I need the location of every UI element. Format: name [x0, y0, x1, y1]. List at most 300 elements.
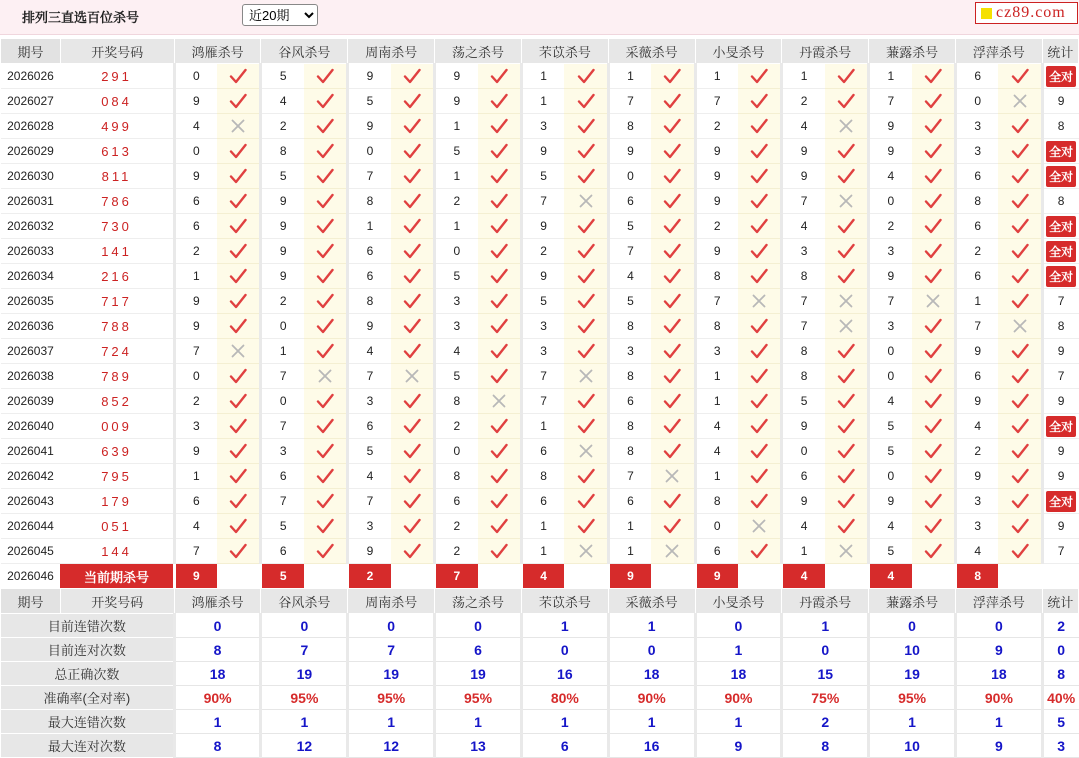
col-header-stats: 统计 [1042, 589, 1078, 614]
check-icon [577, 118, 595, 134]
row-stat: 9 [1042, 439, 1078, 464]
kill-number: 1 [174, 464, 217, 489]
kill-result [738, 314, 782, 339]
check-icon [663, 168, 681, 184]
all-right-badge: 全对 [1046, 141, 1076, 162]
check-icon [1011, 118, 1029, 134]
table-row [1, 139, 1079, 164]
col-header-predictor: 荡之杀号 [435, 589, 522, 614]
check-icon [490, 93, 508, 109]
kill-number: 3 [955, 114, 998, 139]
current-kill-blank [391, 564, 435, 589]
stat-value: 0 [521, 638, 608, 662]
kill-number: 7 [261, 364, 304, 389]
check-icon [1011, 218, 1029, 234]
check-icon [750, 368, 768, 384]
table-row [1, 514, 1079, 539]
kill-result [651, 114, 695, 139]
kill-result [391, 514, 435, 539]
kill-number: 9 [695, 239, 738, 264]
stat-value: 10 [869, 638, 956, 662]
current-kill-blank [825, 564, 869, 589]
stat-value: 19 [348, 662, 435, 686]
kill-result [217, 64, 261, 89]
check-icon [924, 68, 942, 84]
check-icon [663, 318, 681, 334]
draw-number: 730 [60, 214, 174, 239]
col-header-predictor: 浮萍杀号 [955, 589, 1042, 614]
check-icon [229, 393, 247, 409]
check-icon [490, 218, 508, 234]
check-icon [403, 68, 421, 84]
stat-value: 6 [521, 734, 608, 758]
kill-result [478, 139, 522, 164]
stat-value: 16 [608, 734, 695, 758]
kill-number: 6 [695, 539, 738, 564]
row-stat [1042, 489, 1078, 514]
kill-number: 4 [869, 514, 912, 539]
col-header-predictor: 小旻杀号 [695, 39, 782, 64]
kill-number: 0 [435, 439, 478, 464]
current-kill-blank [217, 564, 261, 589]
stat-value: 95% [435, 686, 522, 710]
kill-number: 6 [348, 264, 391, 289]
check-icon [837, 393, 855, 409]
kill-result [912, 189, 956, 214]
check-icon [490, 118, 508, 134]
row-stat: 9 [1042, 514, 1078, 539]
check-icon [750, 143, 768, 159]
kill-result [217, 139, 261, 164]
check-icon [750, 68, 768, 84]
draw-number: 811 [60, 164, 174, 189]
kill-number: 0 [869, 189, 912, 214]
kill-result [564, 339, 608, 364]
kill-result [564, 139, 608, 164]
kill-number: 0 [174, 364, 217, 389]
kill-number: 9 [174, 439, 217, 464]
issue-number: 2026032 [1, 214, 61, 239]
check-icon [229, 93, 247, 109]
kill-result [391, 114, 435, 139]
check-icon [1011, 143, 1029, 159]
kill-number: 3 [869, 314, 912, 339]
check-icon [750, 118, 768, 134]
check-icon [490, 343, 508, 359]
kill-number: 2 [174, 239, 217, 264]
kill-number: 0 [174, 139, 217, 164]
kill-number: 3 [174, 414, 217, 439]
kill-result [998, 139, 1042, 164]
check-icon [1011, 268, 1029, 284]
kill-number: 9 [261, 264, 304, 289]
check-icon [837, 368, 855, 384]
kill-number: 6 [174, 189, 217, 214]
table-row [1, 89, 1079, 114]
kill-result [825, 214, 869, 239]
check-icon [837, 143, 855, 159]
stat-value: 1 [608, 710, 695, 734]
table-row [1, 464, 1079, 489]
issue-number: 2026029 [1, 139, 61, 164]
col-header-predictor: 采薇杀号 [608, 39, 695, 64]
stat-value: 1 [348, 710, 435, 734]
kill-number: 6 [608, 389, 651, 414]
cross-icon [404, 368, 420, 384]
current-issue-number: 2026046 [1, 564, 61, 589]
draw-number: 009 [60, 414, 174, 439]
kill-number: 9 [174, 314, 217, 339]
draw-number: 717 [60, 289, 174, 314]
current-kill-blank [651, 564, 695, 589]
all-right-badge: 全对 [1046, 416, 1076, 437]
kill-number: 7 [869, 289, 912, 314]
kill-result [998, 189, 1042, 214]
kill-number: 6 [261, 464, 304, 489]
check-icon [403, 343, 421, 359]
kill-number: 9 [955, 339, 998, 364]
check-icon [229, 418, 247, 434]
stat-value: 2 [782, 710, 869, 734]
check-icon [229, 468, 247, 484]
issue-number: 2026041 [1, 439, 61, 464]
all-right-badge: 全对 [1046, 66, 1076, 87]
issue-number: 2026039 [1, 389, 61, 414]
check-icon [1011, 68, 1029, 84]
stat-value: 1 [521, 614, 608, 638]
cross-icon [578, 193, 594, 209]
check-icon [490, 293, 508, 309]
kill-result [825, 489, 869, 514]
kill-result [912, 289, 956, 314]
kill-number: 2 [869, 214, 912, 239]
stat-value: 1 [174, 710, 261, 734]
kill-number: 5 [608, 214, 651, 239]
check-icon [1011, 368, 1029, 384]
kill-result [912, 539, 956, 564]
kill-result [651, 164, 695, 189]
stat-value: 9 [955, 734, 1042, 758]
draw-number: 613 [60, 139, 174, 164]
kill-number: 3 [782, 239, 825, 264]
check-icon [403, 168, 421, 184]
kill-number: 9 [869, 114, 912, 139]
kill-number: 7 [782, 314, 825, 339]
check-icon [316, 118, 334, 134]
check-icon [750, 418, 768, 434]
kill-result [651, 64, 695, 89]
check-icon [750, 268, 768, 284]
kill-number: 9 [782, 489, 825, 514]
current-kill-number: 7 [435, 564, 478, 589]
kill-result [391, 89, 435, 114]
kill-number: 6 [348, 414, 391, 439]
kill-number: 9 [174, 89, 217, 114]
table-row [1, 189, 1079, 214]
kill-number: 8 [608, 439, 651, 464]
kill-number: 9 [695, 139, 738, 164]
stat-value: 95% [348, 686, 435, 710]
kill-number: 0 [869, 364, 912, 389]
issue-number: 2026042 [1, 464, 61, 489]
issue-number: 2026045 [1, 539, 61, 564]
stat-value: 18 [695, 662, 782, 686]
stat-row [1, 686, 1079, 710]
kill-result [391, 464, 435, 489]
kill-number: 0 [261, 314, 304, 339]
check-icon [663, 343, 681, 359]
kill-result [651, 414, 695, 439]
kill-number: 9 [869, 489, 912, 514]
stat-value: 90% [955, 686, 1042, 710]
kill-number: 5 [348, 89, 391, 114]
kill-number: 1 [521, 539, 564, 564]
kill-result [304, 464, 348, 489]
kill-result [998, 464, 1042, 489]
logo-square-icon [981, 8, 992, 19]
check-icon [663, 293, 681, 309]
kill-number: 4 [782, 114, 825, 139]
stat-value: 1 [869, 710, 956, 734]
kill-number: 4 [348, 339, 391, 364]
check-icon [663, 493, 681, 509]
issue-number: 2026031 [1, 189, 61, 214]
check-icon [229, 518, 247, 534]
kill-result [998, 289, 1042, 314]
row-stat [1042, 264, 1078, 289]
kill-result [478, 214, 522, 239]
kill-number: 2 [955, 439, 998, 464]
cross-icon [578, 368, 594, 384]
kill-number: 3 [435, 289, 478, 314]
kill-result [478, 239, 522, 264]
check-icon [924, 268, 942, 284]
kill-number: 4 [261, 89, 304, 114]
kill-number: 6 [608, 489, 651, 514]
kill-result [564, 314, 608, 339]
kill-number: 7 [782, 289, 825, 314]
kill-result [304, 64, 348, 89]
stat-value: 1 [955, 710, 1042, 734]
row-stat: 7 [1042, 289, 1078, 314]
stat-value: 0 [608, 638, 695, 662]
check-icon [490, 193, 508, 209]
current-kill-number: 9 [608, 564, 651, 589]
kill-result [825, 389, 869, 414]
check-icon [403, 93, 421, 109]
kill-result [651, 314, 695, 339]
kill-result [912, 89, 956, 114]
check-icon [229, 193, 247, 209]
cross-icon [664, 543, 680, 559]
kill-number: 1 [608, 64, 651, 89]
check-icon [577, 468, 595, 484]
kill-result [391, 489, 435, 514]
kill-number: 8 [695, 489, 738, 514]
check-icon [750, 168, 768, 184]
kill-result [825, 64, 869, 89]
kill-result [391, 339, 435, 364]
kill-result [217, 189, 261, 214]
check-icon [577, 243, 595, 259]
stat-value: 6 [435, 638, 522, 662]
table-row [1, 239, 1079, 264]
check-icon [490, 168, 508, 184]
stat-value: 1 [782, 614, 869, 638]
kill-number: 6 [174, 489, 217, 514]
kill-result [304, 414, 348, 439]
col-header-predictor: 采薇杀号 [608, 589, 695, 614]
stat-value: 19 [261, 662, 348, 686]
kill-result [825, 414, 869, 439]
kill-result [651, 464, 695, 489]
kill-result [912, 364, 956, 389]
kill-result [912, 164, 956, 189]
check-icon [316, 318, 334, 334]
kill-result [564, 539, 608, 564]
kill-result [217, 214, 261, 239]
kill-number: 9 [782, 414, 825, 439]
site-logo[interactable] [975, 2, 1078, 24]
kill-number: 7 [521, 189, 564, 214]
check-icon [924, 318, 942, 334]
kill-result [304, 314, 348, 339]
stat-value: 95% [869, 686, 956, 710]
kill-result [998, 539, 1042, 564]
cross-icon [664, 468, 680, 484]
kill-number: 0 [435, 239, 478, 264]
kill-number: 3 [955, 139, 998, 164]
kill-number: 1 [608, 514, 651, 539]
stat-value: 1 [521, 710, 608, 734]
kill-result [825, 189, 869, 214]
all-right-badge: 全对 [1046, 241, 1076, 262]
check-icon [663, 143, 681, 159]
kill-result [912, 214, 956, 239]
kill-result [998, 89, 1042, 114]
kill-result [391, 414, 435, 439]
kill-number: 9 [348, 314, 391, 339]
kill-number: 3 [435, 314, 478, 339]
kill-result [564, 64, 608, 89]
kill-number: 3 [348, 389, 391, 414]
kill-result [478, 439, 522, 464]
check-icon [490, 68, 508, 84]
kill-result [998, 489, 1042, 514]
check-icon [924, 193, 942, 209]
stat-row [1, 638, 1079, 662]
check-icon [750, 443, 768, 459]
kill-result [391, 389, 435, 414]
stat-value: 12 [348, 734, 435, 758]
kill-result [564, 414, 608, 439]
period-select[interactable] [242, 4, 318, 26]
kill-result [217, 464, 261, 489]
kill-result [825, 139, 869, 164]
check-icon [750, 393, 768, 409]
check-icon [924, 343, 942, 359]
col-header-draw: 开奖号码 [60, 39, 174, 64]
check-icon [924, 393, 942, 409]
check-icon [1011, 193, 1029, 209]
kill-result [217, 364, 261, 389]
table-row [1, 289, 1079, 314]
col-header-predictor: 芣苡杀号 [521, 39, 608, 64]
stat-label: 最大连对次数 [1, 734, 175, 758]
check-icon [316, 393, 334, 409]
kill-result [825, 539, 869, 564]
row-stat: 9 [1042, 339, 1078, 364]
kill-result [998, 164, 1042, 189]
kill-result [217, 239, 261, 264]
kill-number: 1 [695, 389, 738, 414]
issue-number: 2026040 [1, 414, 61, 439]
check-icon [316, 218, 334, 234]
kill-number: 6 [955, 164, 998, 189]
kill-result [391, 289, 435, 314]
check-icon [490, 418, 508, 434]
stat-value: 19 [435, 662, 522, 686]
col-header-stats: 统计 [1042, 39, 1078, 64]
kill-result [564, 164, 608, 189]
stat-value: 10 [869, 734, 956, 758]
row-stat [1042, 164, 1078, 189]
check-icon [750, 193, 768, 209]
check-icon [403, 293, 421, 309]
kill-number: 9 [869, 139, 912, 164]
kill-number: 7 [695, 89, 738, 114]
kill-result [912, 64, 956, 89]
kill-number: 2 [695, 114, 738, 139]
kill-number: 5 [435, 364, 478, 389]
all-right-badge: 全对 [1046, 166, 1076, 187]
check-icon [403, 218, 421, 234]
kill-number: 0 [869, 339, 912, 364]
stat-value: 15 [782, 662, 869, 686]
check-icon [837, 443, 855, 459]
kill-number: 6 [348, 239, 391, 264]
check-icon [837, 418, 855, 434]
check-icon [316, 193, 334, 209]
kill-result [912, 339, 956, 364]
all-right-badge: 全对 [1046, 491, 1076, 512]
check-icon [403, 118, 421, 134]
kill-number: 8 [782, 364, 825, 389]
kill-number: 9 [261, 239, 304, 264]
kill-result [304, 89, 348, 114]
check-icon [837, 518, 855, 534]
kill-result [651, 364, 695, 389]
kill-number: 5 [869, 439, 912, 464]
cross-icon [1012, 93, 1028, 109]
kill-result [738, 464, 782, 489]
kill-number: 2 [955, 239, 998, 264]
kill-result [738, 89, 782, 114]
kill-result [738, 139, 782, 164]
kill-number: 7 [608, 239, 651, 264]
check-icon [316, 418, 334, 434]
table-row [1, 114, 1079, 139]
kill-result [998, 64, 1042, 89]
col-header-predictor: 荡之杀号 [435, 39, 522, 64]
kill-result [738, 114, 782, 139]
kill-number: 4 [955, 539, 998, 564]
check-icon [924, 368, 942, 384]
kill-result [217, 539, 261, 564]
stat-value: 0 [955, 614, 1042, 638]
kill-result [912, 514, 956, 539]
kill-number: 9 [521, 214, 564, 239]
